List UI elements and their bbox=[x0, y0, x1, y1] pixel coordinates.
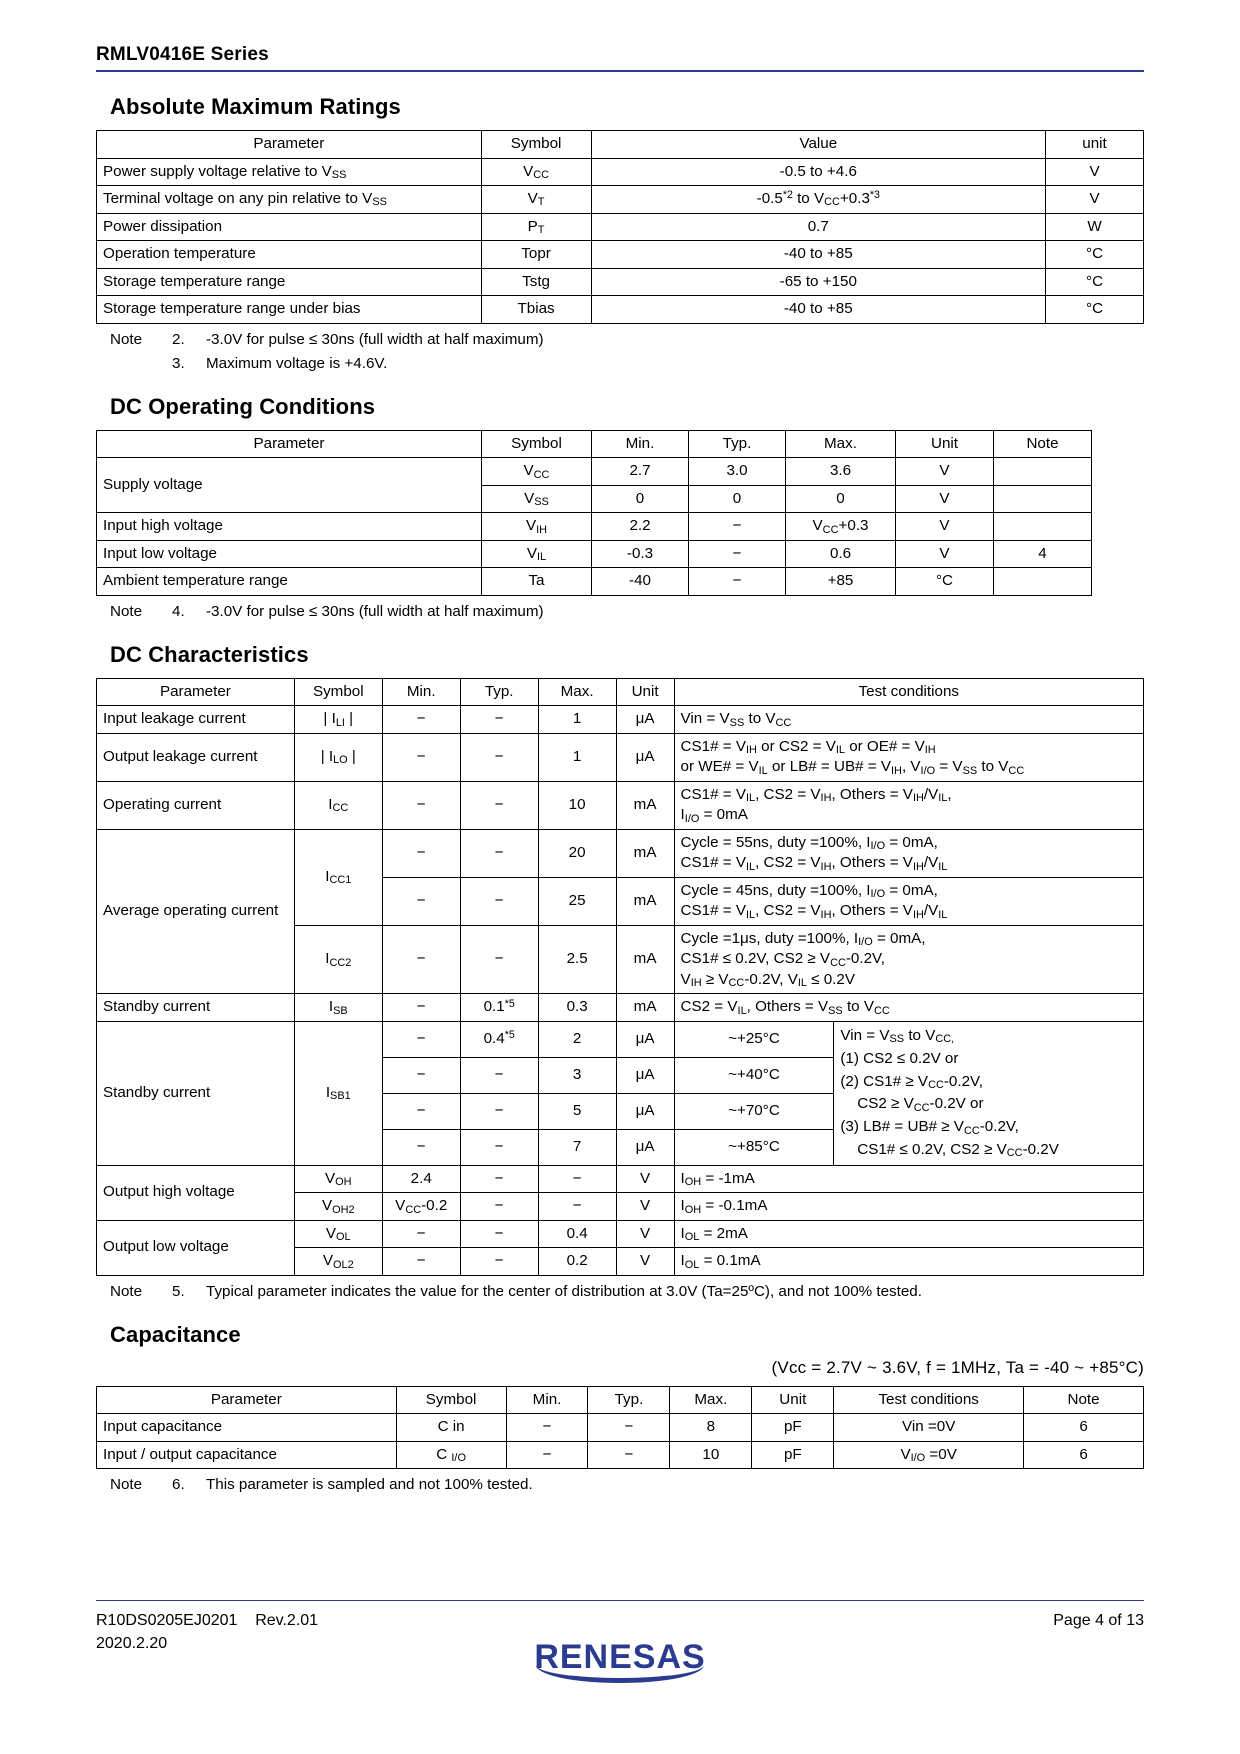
cell-max: $V_{CC}+0.3$ bbox=[786, 513, 896, 541]
cell-unit: V bbox=[616, 1248, 674, 1276]
renesas-logo bbox=[534, 1640, 705, 1674]
cell-note: 4 bbox=[994, 540, 1092, 568]
cell-min: − bbox=[382, 733, 460, 781]
note-line bbox=[110, 355, 1144, 372]
absolute-maximum-ratings-body bbox=[97, 158, 1144, 323]
cell-symbol: $V_{OL2}$ bbox=[294, 1248, 382, 1276]
cell-test-condition: CS1# = $V_{IL}$, $CS2 = V_{IH}$, Others = $V_{IH}/V_{IL}$, $I_{I/O} = 0mA$ bbox=[674, 781, 1143, 829]
col-typ: Typ. bbox=[588, 1386, 670, 1414]
cell-symbol: C in bbox=[396, 1414, 506, 1442]
col-max: Max. bbox=[786, 430, 896, 458]
col-max: Max. bbox=[538, 678, 616, 706]
cell-symbol: | $I_{LI}$ | bbox=[294, 706, 382, 734]
dc-operating-conditions-table bbox=[96, 430, 1092, 596]
cell-parameter: Power supply voltage relative to $V_{SS}$ bbox=[97, 158, 482, 186]
col-symbol: Symbol bbox=[482, 430, 592, 458]
cell-typ: − bbox=[460, 1129, 538, 1165]
col-symbol: Symbol bbox=[481, 131, 591, 159]
cell-min: − bbox=[382, 1248, 460, 1276]
cell-max: − bbox=[538, 1193, 616, 1221]
cell-min: − bbox=[382, 994, 460, 1022]
table-row bbox=[97, 1414, 1144, 1442]
cell-min: − bbox=[382, 1057, 460, 1093]
note-text: -3.0V for pulse ≤ 30ns (full width at half maximum) bbox=[206, 330, 544, 348]
note-label bbox=[110, 355, 172, 372]
col-unit: Unit bbox=[616, 678, 674, 706]
note-label: Note bbox=[110, 602, 143, 620]
col-test-conditions: Test conditions bbox=[674, 678, 1143, 706]
renesas-logo-wrap bbox=[96, 1640, 1144, 1674]
col-unit: Unit bbox=[896, 430, 994, 458]
table-row bbox=[97, 158, 1144, 186]
cell-test-condition: $I_{OH} = -0.1mA$ bbox=[674, 1193, 1143, 1221]
capacitance-table bbox=[96, 1386, 1144, 1470]
section-heading-absolute-maximum-ratings: Absolute Maximum Ratings bbox=[110, 94, 401, 119]
cell-max: 2.5 bbox=[538, 925, 616, 994]
capacitance-condition-line: (Vcc = 2.7V ~ 3.6V, f = 1MHz, Ta = -40 ~ +85°C) bbox=[771, 1357, 1144, 1377]
cell-symbol: $V_{SS}$ bbox=[482, 485, 592, 513]
cell-symbol: Tstg bbox=[481, 268, 591, 296]
cell-typ: − bbox=[460, 1248, 538, 1276]
cell-note bbox=[994, 485, 1092, 513]
cell-note: 6 bbox=[1024, 1414, 1144, 1442]
cell-unit: V bbox=[896, 513, 994, 541]
cell-unit: °C bbox=[896, 568, 994, 596]
footer-date: 2020.2.20 bbox=[96, 1635, 168, 1653]
cell-max: +85 bbox=[786, 568, 896, 596]
cell-unit: V bbox=[616, 1193, 674, 1221]
cell-unit: V bbox=[1046, 186, 1144, 214]
cell-unit: V bbox=[896, 458, 994, 486]
cell-symbol: $I_{SB}$ bbox=[294, 994, 382, 1022]
cell-symbol: $I_{CC2}$ bbox=[294, 925, 382, 994]
table-row bbox=[97, 540, 1092, 568]
dc-operating-notes bbox=[96, 603, 1144, 620]
cell-test-condition: Cycle =1μs, duty =100%, $I_{I/O} = 0mA$, CS1# ≤ 0.2V, $CS2 \ge V_{CC}-0.2V$, $V_{IH} \ge V_{CC}-0.2V$, $V_{IL} \le 0.2V$ bbox=[674, 925, 1143, 994]
cell-symbol: $V_{OH2}$ bbox=[294, 1193, 382, 1221]
note-text: This parameter is sampled and not 100% tested. bbox=[206, 1476, 533, 1494]
cell-unit: μA bbox=[616, 1129, 674, 1165]
page-header-title: RMLV0416E Series bbox=[96, 44, 269, 65]
cell-test-condition: Cycle = 55ns, duty =100%, $I_{I/O} = 0mA$, CS1# = $V_{IL}$, $CS2 = V_{IH}$, Others = $V_{IH}/V_{IL}$ bbox=[674, 829, 1143, 877]
cell-parameter: Input leakage current bbox=[97, 706, 295, 734]
cell-temperature: ~+40°C bbox=[674, 1057, 834, 1093]
cell-unit: μA bbox=[616, 1057, 674, 1093]
cell-unit: °C bbox=[1046, 241, 1144, 269]
cell-test-condition: Vin = $V_{SS}$ to $V_{CC,}$ (1) CS2 ≤ 0.2V or (2) CS1# ≥ $V_{CC}-0.2V$, $CS2 \ge V_{CC}-0.2V$ or (3) LB# = UB# ≥ $V_{CC}-0.2V$, CS1# ≤ 0.2V, $CS2 \ge V_{CC}-0.2V$ bbox=[834, 1021, 1144, 1165]
cell-symbol: $V_{OH}$ bbox=[294, 1165, 382, 1193]
cell-max: 2 bbox=[538, 1021, 616, 1057]
table-row bbox=[97, 213, 1144, 241]
cell-symbol: $V_{IL}$ bbox=[482, 540, 592, 568]
col-value: Value bbox=[591, 131, 1046, 159]
col-symbol: Symbol bbox=[294, 678, 382, 706]
cell-min: 0 bbox=[592, 485, 689, 513]
col-typ: Typ. bbox=[689, 430, 786, 458]
cell-temperature: ~+25°C bbox=[674, 1021, 834, 1057]
cell-value: -40 to +85 bbox=[591, 296, 1046, 324]
cell-unit: mA bbox=[616, 829, 674, 877]
dc-characteristics-body bbox=[97, 706, 1144, 1276]
cell-unit: °C bbox=[1046, 268, 1144, 296]
cell-max: 3.6 bbox=[786, 458, 896, 486]
cell-parameter: Input / output capacitance bbox=[97, 1441, 397, 1469]
cell-parameter: Standby current bbox=[97, 994, 295, 1022]
cell-parameter: Input low voltage bbox=[97, 540, 482, 568]
table-row bbox=[97, 568, 1092, 596]
col-unit: Unit bbox=[752, 1386, 834, 1414]
absolute-maximum-ratings-table bbox=[96, 130, 1144, 324]
cell-symbol: $I_{CC1}$ bbox=[294, 829, 382, 925]
col-max: Max. bbox=[670, 1386, 752, 1414]
cell-typ: − bbox=[460, 1057, 538, 1093]
table-row bbox=[97, 513, 1092, 541]
cell-parameter: Terminal voltage on any pin relative to $V_{SS}$ bbox=[97, 186, 482, 214]
cell-unit: pF bbox=[752, 1414, 834, 1442]
cell-unit: mA bbox=[616, 877, 674, 925]
cell-max: 7 bbox=[538, 1129, 616, 1165]
cell-min: − bbox=[382, 877, 460, 925]
cell-max: 0 bbox=[786, 485, 896, 513]
cell-min: − bbox=[382, 925, 460, 994]
cell-typ: − bbox=[460, 1193, 538, 1221]
table-row bbox=[97, 706, 1144, 734]
table-row bbox=[97, 241, 1144, 269]
note-line bbox=[110, 603, 1144, 620]
cell-unit: mA bbox=[616, 781, 674, 829]
renesas-logo-swoosh-icon bbox=[536, 1665, 703, 1683]
note-text: Maximum voltage is +4.6V. bbox=[206, 354, 388, 372]
note-line bbox=[110, 1283, 1144, 1300]
col-parameter: Parameter bbox=[97, 1386, 397, 1414]
note-label: Note bbox=[110, 1282, 143, 1300]
cell-max: 10 bbox=[670, 1441, 752, 1469]
cell-max: 10 bbox=[538, 781, 616, 829]
cell-max: 1 bbox=[538, 733, 616, 781]
cell-min: − bbox=[382, 706, 460, 734]
cell-max: − bbox=[538, 1165, 616, 1193]
dc-characteristics-notes bbox=[96, 1283, 1144, 1300]
dc-operating-conditions-body bbox=[97, 458, 1092, 596]
cell-max: 0.2 bbox=[538, 1248, 616, 1276]
cell-min: − bbox=[382, 1093, 460, 1129]
col-note: Note bbox=[1024, 1386, 1144, 1414]
cell-min: -0.3 bbox=[592, 540, 689, 568]
col-note: Note bbox=[994, 430, 1092, 458]
cell-symbol: Ta bbox=[482, 568, 592, 596]
col-parameter: Parameter bbox=[97, 678, 295, 706]
cell-value: -40 to +85 bbox=[591, 241, 1046, 269]
cell-unit: pF bbox=[752, 1441, 834, 1469]
col-parameter: Parameter bbox=[97, 131, 482, 159]
cell-unit: V bbox=[896, 540, 994, 568]
cell-typ: − bbox=[588, 1441, 670, 1469]
cell-symbol: $V_{CC}$ bbox=[482, 458, 592, 486]
cell-parameter: Output leakage current bbox=[97, 733, 295, 781]
cell-parameter: Input high voltage bbox=[97, 513, 482, 541]
cell-min: -40 bbox=[592, 568, 689, 596]
cell-value: -65 to +150 bbox=[591, 268, 1046, 296]
cell-symbol: $V_T$ bbox=[481, 186, 591, 214]
cell-unit: mA bbox=[616, 994, 674, 1022]
col-min: Min. bbox=[506, 1386, 588, 1414]
cell-typ: 0.4$^{*5}$ bbox=[460, 1021, 538, 1057]
cell-parameter: Input capacitance bbox=[97, 1414, 397, 1442]
cell-temperature: ~+85°C bbox=[674, 1129, 834, 1165]
cell-test-condition: CS1# = $V_{IH}$ or $CS2 = V_{IL}$ or OE# = $V_{IH}$ or WE# = $V_{IL}$ or LB# = UB# = $V_{IH}$, $V_{I/O} = V_{SS}$ to $V_{CC}$ bbox=[674, 733, 1143, 781]
cell-symbol: $V_{IH}$ bbox=[482, 513, 592, 541]
col-min: Min. bbox=[592, 430, 689, 458]
cell-parameter: Storage temperature range under bias bbox=[97, 296, 482, 324]
cell-parameter: Output low voltage bbox=[97, 1220, 295, 1275]
note-label: Note bbox=[110, 330, 143, 348]
cell-min: − bbox=[382, 829, 460, 877]
col-test-conditions: Test conditions bbox=[834, 1386, 1024, 1414]
cell-test-condition: $I_{OL} = 2mA$ bbox=[674, 1220, 1143, 1248]
table-header-row bbox=[97, 131, 1144, 159]
footer-divider bbox=[96, 1600, 1144, 1601]
capacitance-body bbox=[97, 1414, 1144, 1469]
cell-symbol: $I_{CC}$ bbox=[294, 781, 382, 829]
table-row bbox=[97, 1021, 1144, 1057]
cell-test-condition: Vin = $V_{SS}$ to $V_{CC}$ bbox=[674, 706, 1143, 734]
cell-typ: − bbox=[460, 1220, 538, 1248]
note-number: 4. bbox=[172, 602, 185, 620]
table-row bbox=[97, 186, 1144, 214]
cell-unit: mA bbox=[616, 925, 674, 994]
cell-note bbox=[994, 513, 1092, 541]
cell-test-condition: Cycle = 45ns, duty =100%, $I_{I/O} = 0mA$, CS1# = $V_{IL}$, $CS2 = V_{IH}$, Others = $V_{IH}/V_{IL}$ bbox=[674, 877, 1143, 925]
cell-parameter: Average operating current bbox=[97, 829, 295, 994]
cell-typ: − bbox=[460, 1165, 538, 1193]
section-heading-dc-characteristics: DC Characteristics bbox=[110, 641, 309, 667]
table-header-row bbox=[97, 678, 1144, 706]
cell-min: − bbox=[382, 1129, 460, 1165]
cell-symbol: $I_{SB1}$ bbox=[294, 1021, 382, 1165]
cell-unit: W bbox=[1046, 213, 1144, 241]
cell-min: − bbox=[382, 781, 460, 829]
cell-typ: − bbox=[460, 733, 538, 781]
cell-max: 5 bbox=[538, 1093, 616, 1129]
cell-min: 2.7 bbox=[592, 458, 689, 486]
cell-max: 1 bbox=[538, 706, 616, 734]
cell-typ: − bbox=[689, 540, 786, 568]
cell-test-condition: $CS2 = V_{IL}$, Others = $V_{SS}$ to $V_{CC}$ bbox=[674, 994, 1143, 1022]
table-header-row bbox=[97, 430, 1092, 458]
table-row bbox=[97, 1220, 1144, 1248]
table-row bbox=[97, 733, 1144, 781]
cell-parameter: Storage temperature range bbox=[97, 268, 482, 296]
cell-unit: μA bbox=[616, 1021, 674, 1057]
note-text: -3.0V for pulse ≤ 30ns (full width at half maximum) bbox=[206, 602, 544, 620]
cell-max: 0.3 bbox=[538, 994, 616, 1022]
capacitance-notes bbox=[96, 1476, 1144, 1493]
cell-note: 6 bbox=[1024, 1441, 1144, 1469]
cell-unit: V bbox=[616, 1220, 674, 1248]
footer-page-number: Page 4 of 13 bbox=[1053, 1612, 1144, 1629]
table-row bbox=[97, 781, 1144, 829]
cell-test-condition: $I_{OL} = 0.1mA$ bbox=[674, 1248, 1143, 1276]
cell-parameter: Supply voltage bbox=[97, 458, 482, 513]
cell-typ: − bbox=[689, 568, 786, 596]
cell-temperature: ~+70°C bbox=[674, 1093, 834, 1129]
cell-parameter: Standby current bbox=[97, 1021, 295, 1165]
cell-parameter: Operating current bbox=[97, 781, 295, 829]
cell-typ: − bbox=[460, 877, 538, 925]
cell-max: 0.6 bbox=[786, 540, 896, 568]
cell-value: 0.7 bbox=[591, 213, 1046, 241]
cell-symbol: Tbias bbox=[481, 296, 591, 324]
cell-max: 20 bbox=[538, 829, 616, 877]
cell-typ: − bbox=[689, 513, 786, 541]
footer-revision: Rev.2.01 bbox=[255, 1612, 319, 1629]
cell-typ: − bbox=[460, 1093, 538, 1129]
cell-unit: μA bbox=[616, 706, 674, 734]
cell-parameter: Ambient temperature range bbox=[97, 568, 482, 596]
cell-symbol: | $I_{LO}$ | bbox=[294, 733, 382, 781]
cell-typ: − bbox=[460, 706, 538, 734]
cell-symbol: C $_{I/O}$ bbox=[396, 1441, 506, 1469]
cell-typ: − bbox=[460, 925, 538, 994]
cell-parameter: Power dissipation bbox=[97, 213, 482, 241]
cell-parameter: Output high voltage bbox=[97, 1165, 295, 1220]
col-min: Min. bbox=[382, 678, 460, 706]
table-row bbox=[97, 296, 1144, 324]
cell-symbol: $V_{CC}$ bbox=[481, 158, 591, 186]
note-number: 6. bbox=[172, 1476, 185, 1494]
cell-unit: V bbox=[616, 1165, 674, 1193]
table-header-row bbox=[97, 1386, 1144, 1414]
note-line bbox=[110, 331, 1144, 348]
cell-note bbox=[994, 458, 1092, 486]
cell-typ: − bbox=[460, 781, 538, 829]
cell-unit: μA bbox=[616, 733, 674, 781]
section-heading-dc-operating-conditions: DC Operating Conditions bbox=[110, 393, 376, 419]
cell-max: 8 bbox=[670, 1414, 752, 1442]
cell-min: − bbox=[506, 1414, 588, 1442]
dc-characteristics-table bbox=[96, 678, 1144, 1276]
table-row bbox=[97, 994, 1144, 1022]
cell-parameter: Operation temperature bbox=[97, 241, 482, 269]
cell-max: 0.4 bbox=[538, 1220, 616, 1248]
note-number: 5. bbox=[172, 1282, 185, 1300]
note-number: 3. bbox=[172, 354, 185, 372]
cell-typ: 0.1$^{*5}$ bbox=[460, 994, 538, 1022]
table-row bbox=[97, 268, 1144, 296]
cell-max: 3 bbox=[538, 1057, 616, 1093]
cell-min: − bbox=[382, 1220, 460, 1248]
cell-value: -0.5$^{*2}$ to $V_{CC}+0.3^{*3}$ bbox=[591, 186, 1046, 214]
table-row bbox=[97, 1441, 1144, 1469]
section-heading-capacitance: Capacitance bbox=[110, 1321, 241, 1347]
col-unit: unit bbox=[1046, 131, 1144, 159]
cell-unit: V bbox=[1046, 158, 1144, 186]
cell-typ: 3.0 bbox=[689, 458, 786, 486]
cell-unit: μA bbox=[616, 1093, 674, 1129]
cell-min: 2.4 bbox=[382, 1165, 460, 1193]
table-row bbox=[97, 1165, 1144, 1193]
absolute-maximum-notes bbox=[96, 331, 1144, 372]
cell-symbol: Topr bbox=[481, 241, 591, 269]
cell-cond: Vin =0V bbox=[834, 1414, 1024, 1442]
col-parameter: Parameter bbox=[97, 430, 482, 458]
note-text: Typical parameter indicates the value for the center of distribution at 3.0V (Ta=25ºC), and not 100% tested. bbox=[206, 1282, 922, 1300]
note-number: 2. bbox=[172, 330, 185, 348]
cell-value: -0.5 to +4.6 bbox=[591, 158, 1046, 186]
col-symbol: Symbol bbox=[396, 1386, 506, 1414]
cell-max: 25 bbox=[538, 877, 616, 925]
cell-min: − bbox=[382, 1021, 460, 1057]
cell-unit: V bbox=[896, 485, 994, 513]
cell-min: $V_{CC}-0.2$ bbox=[382, 1193, 460, 1221]
cell-symbol: $V_{OL}$ bbox=[294, 1220, 382, 1248]
cell-symbol: $P_T$ bbox=[481, 213, 591, 241]
cell-min: − bbox=[506, 1441, 588, 1469]
footer-doc-number: R10DS0205EJ0201 bbox=[96, 1612, 238, 1629]
cell-test-condition: $I_{OH} = -1mA$ bbox=[674, 1165, 1143, 1193]
page-footer bbox=[96, 1600, 1144, 1676]
header-divider bbox=[96, 70, 1144, 72]
cell-min: 2.2 bbox=[592, 513, 689, 541]
table-row bbox=[97, 458, 1092, 486]
cell-note bbox=[994, 568, 1092, 596]
note-line bbox=[110, 1476, 1144, 1493]
cell-unit: °C bbox=[1046, 296, 1144, 324]
cell-typ: − bbox=[460, 829, 538, 877]
col-typ: Typ. bbox=[460, 678, 538, 706]
cell-typ: − bbox=[588, 1414, 670, 1442]
cell-cond: $V_{I/O} =0V$ bbox=[834, 1441, 1024, 1469]
cell-typ: 0 bbox=[689, 485, 786, 513]
table-row bbox=[97, 829, 1144, 877]
note-label: Note bbox=[110, 1476, 143, 1494]
renesas-logo-text: RENESAS bbox=[534, 1638, 706, 1676]
